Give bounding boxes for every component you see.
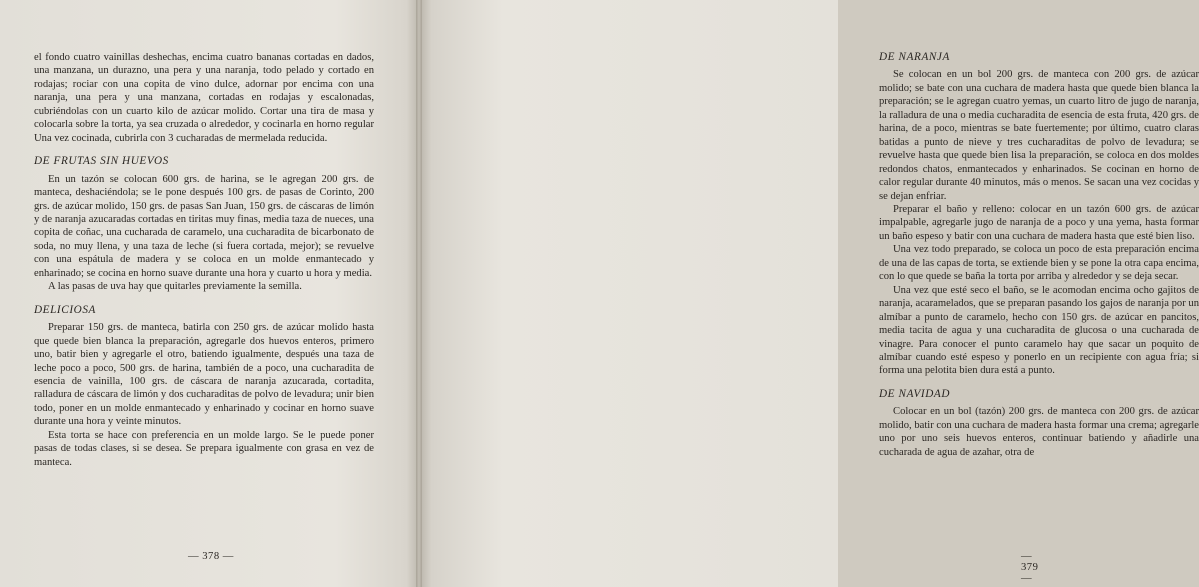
recipe-paragraph: Preparar 150 grs. de manteca, batirla con 250 grs. de azúcar molido hasta que quede bien blanca la preparación, agregarle dos huevos enteros, primero uno, batir bien y agregarle el otro, batiendo igualmente, después una taza de leche poco a poco, 500 grs. de harina, también de a poco, una cucharadita de esencia de vainilla, 100 grs. de cáscara de naranja azucarada, cortadita, ralladura de cáscara de limón y dos cucharaditas de polvo de levadura; unir bien todo, poner en un molde enmantecado y enharinado y cocinar en horno suave durante una hora y veinte minutos. [34, 322, 374, 428]
recipe-heading-de-navidad: DE NAVIDAD [879, 387, 950, 400]
recipe-heading-de-frutas-sin-huevos: DE FRUTAS SIN HUEVOS [34, 155, 169, 168]
recipe-heading-de-naranja: DE NARANJA [879, 51, 950, 63]
right-text-column [879, 51, 1199, 459]
recipe-heading-deliciosa: DELICIOSA [34, 303, 96, 316]
continued-paragraph: el fondo cuatro vainillas deshechas, encima cuatro bananas cortadas en dados, una manzana, un durazno, una pera y una naranja, todo pelado y cortado en rodajas; rociar con una copita de vino dulce, adornar por encima con una naranja, una pera y una manzana, cortadas en rodajas y escalonadas, cubriéndolas con un cuarto kilo de azúcar molido. Cortar una tira de masa y colocarla sobre la torta, ya sea cruzada o alrededor, y cocinarla en horno regular Una vez cocinada, cubrirla con 3 cucharadas de mermelada reducida. [34, 52, 374, 144]
recipe-paragraph: Preparar el baño y relleno: colocar en un tazón 600 grs. de azúcar impalpable, agregarle jugo de naranja de a poco y una yema, hasta formar un baño espeso y batir con una cuchara de madera hasta que esté bien liso. [879, 203, 1199, 242]
right-page [419, 0, 1199, 587]
recipe-paragraph: Una vez todo preparado, se coloca un poco de esta preparación encima de una de las capas de torta, se extiende bien y se pone la otra capa encima, con lo que quede se baña la torta por arriba y alrededor y se deja secar. [879, 244, 1199, 283]
recipe-paragraph: A las pasas de uva hay que quitarles previamente la semilla. [48, 281, 302, 293]
recipe-paragraph: Una vez que esté seco el baño, se le acomodan encima ocho gajitos de naranja, acaramelados, que se preparan pasando los gajos de naranja por un almíbar a punto de caramelo, hecho con 150 grs. de azúcar en pancitos, media tacita de agua y una cucharadita de glucosa o una cucharada de vinagre. Para conocer el punto caramelo hay que sacar un poquito de almíbar cuando esté espeso y ponerlo en un recipiente con agua fría; si forma una pelotita bien dura está a punto. [879, 284, 1199, 377]
page-number-right: — 379 — [1021, 551, 1039, 584]
recipe-paragraph: En un tazón se colocan 600 grs. de harina, se le agregan 200 grs. de manteca, deshaciéndola; se le pone después 100 grs. de pasas de Corinto, 200 grs. de azúcar molido, 150 grs. de pasas San Juan, 150 grs. de cáscaras de limón y de naranja azucaradas cortadas en tiritas muy finas, media taza de nueces, una copita de coñac, una cucharada de caramelo, una cucharadita de bicarbonato de soda, no muy llena, y una taza de leche (si fuera cortada, mejor); se revuelve con una espátula de madera y se coloca en un molde enmantecado y enharinado; se cocina en horno suave durante una hora y cuarto u hora y media. [34, 173, 374, 279]
page-number-left: — 378 — [188, 551, 234, 562]
recipe-paragraph: Colocar en un bol (tazón) 200 grs. de manteca con 200 grs. de azúcar molido, batir con una cuchara de madera hasta formar una crema; agregarle uno por uno seis huevos enteros, continuar batiendo y añadirle una cucharada de agua de azahar, otra de [879, 406, 1199, 458]
left-text-column [34, 51, 374, 469]
left-page [0, 0, 419, 587]
recipe-paragraph: Esta torta se hace con preferencia en un molde largo. Se le puede poner pasas de todas clases, si se desea. Se prepara igualmente con grasa en vez de manteca. [34, 429, 374, 468]
book-gutter [416, 0, 422, 587]
recipe-paragraph: Se colocan en un bol 200 grs. de manteca con 200 grs. de azúcar molido; se bate con una cuchara de madera hasta que quede bien blanca la preparación; se le agregan cuatro yemas, un cuarto litro de jugo de naranja, la ralladura de una o media cucharadita de esencia de esta fruta, 420 grs. de harina, de a poco, mientras se bate fuertemente; por último, cuatro claras batidas a punto de nieve y tres cucharaditas de polvo de levadura; se revuelve hasta que quede bien lisa la preparación, se coloca en dos moldes redondos chatos, enmantecados y enharinados. Se cocinan en horno de calor regular durante 40 minutos, más o menos. Se sacan una vez cocidas y se dejan enfriar. [879, 69, 1199, 202]
